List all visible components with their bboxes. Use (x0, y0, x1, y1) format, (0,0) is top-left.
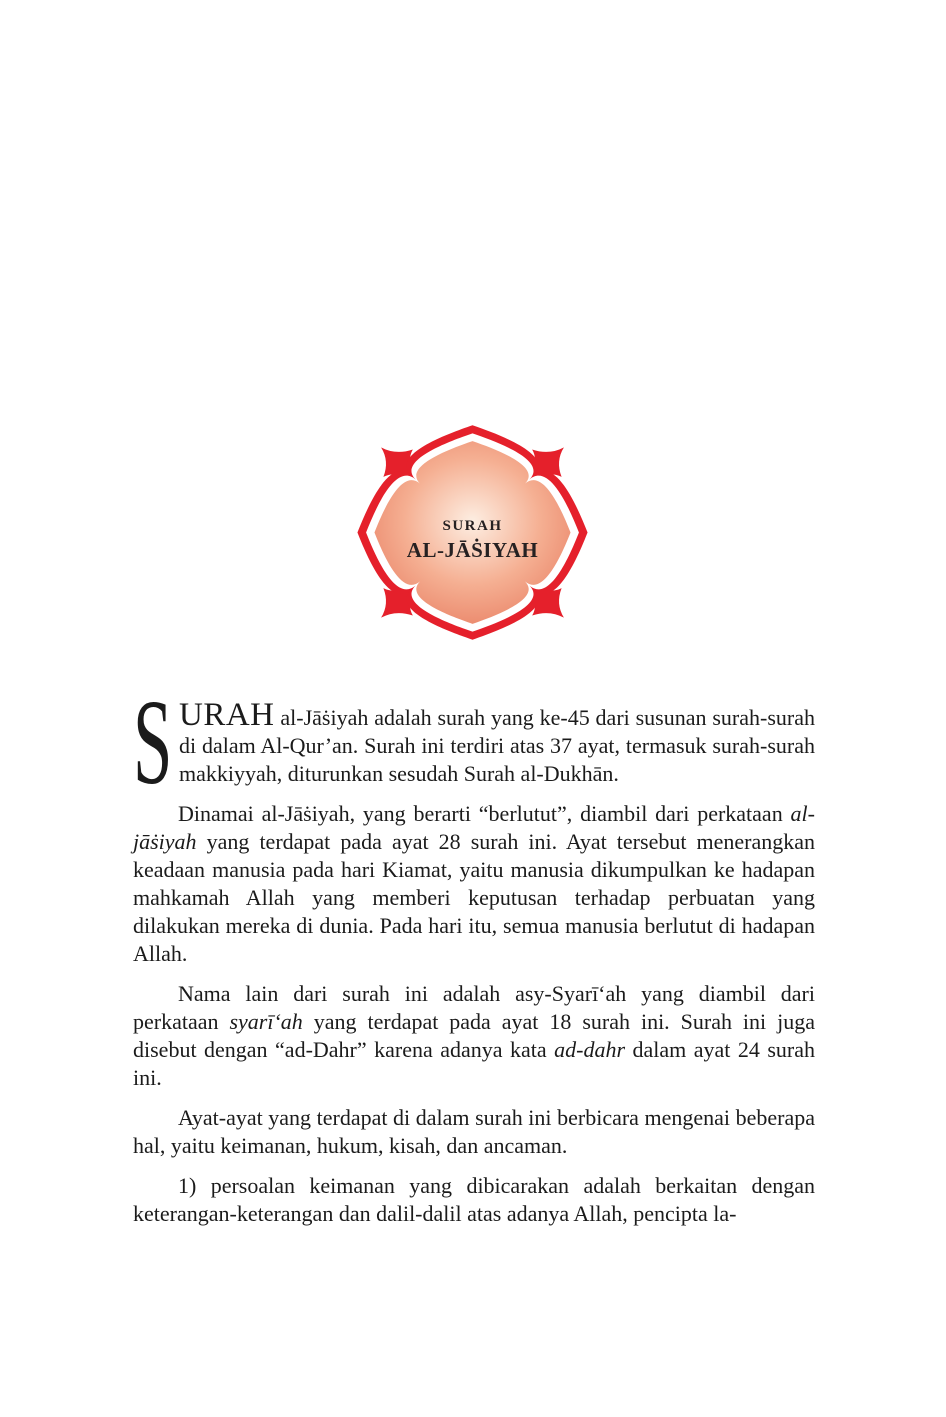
paragraph-4 (133, 1104, 815, 1160)
text-run: 1) persoalan keimanan yang dibicarakan adalah berkaitan dengan keterangan-keterangan dan dalil-dalil atas adanya Allah, pencipta la- (133, 1173, 815, 1226)
paragraph-2 (133, 800, 815, 968)
text-run: dalam ayat 24 surah ini. (133, 1037, 815, 1090)
italic-text-run: al-jāṡiyah (133, 801, 815, 854)
paragraph-1 (133, 675, 815, 810)
italic-text-run: ad-dahr (554, 1037, 626, 1062)
text-run: yang terdapat pada ayat 18 surah ini. Surah ini juga disebut dengan “ad-Dahr” karena adanya kata (133, 1009, 815, 1062)
medallion-surah-title: AL-JĀṠIYAH (406, 537, 539, 562)
text-run: Dinamai al-Jāṡiyah, yang berarti “berlutut”, diambil dari perkataan (178, 801, 791, 826)
drop-cap: S (133, 675, 173, 810)
medallion-graphic (341, 410, 604, 655)
article (133, 675, 815, 1240)
text-run: Ayat-ayat yang terdapat di dalam surah ini berbicara mengenai beberapa hal, yaitu keimanan, hukum, kisah, dan ancaman. (133, 1105, 815, 1158)
lead-caps: URAH (179, 697, 275, 733)
paragraph-5 (133, 1172, 815, 1228)
text-run: yang terdapat pada ayat 28 surah ini. Ayat tersebut menerangkan keadaan manusia pada hari Kiamat, yaitu manusia dikumpulkan ke hadapan mahkamah Allah yang memberi keputusan terhadap perbuatan yang dilakukan mereka di dunia. Pada hari itu, semua manusia berlutut di hadapan Allah. (133, 829, 815, 966)
text-run: Nama lain dari surah ini adalah asy-Syarī‘ah yang diambil dari perkataan (133, 981, 815, 1034)
text-run: al-Jāṡiyah adalah surah yang ke-45 dari susunan surah-surah di dalam Al-Qur’an. Surah ini terdiri atas 37 ayat, termasuk surah-surah makkiyyah, diturunkan sesudah Surah al-Dukhān. (179, 705, 815, 786)
surah-medallion (341, 410, 604, 655)
medallion-surah-label: SURAH (442, 517, 503, 534)
paragraph-3 (133, 980, 815, 1092)
italic-text-run: syarī‘ah (229, 1009, 303, 1034)
